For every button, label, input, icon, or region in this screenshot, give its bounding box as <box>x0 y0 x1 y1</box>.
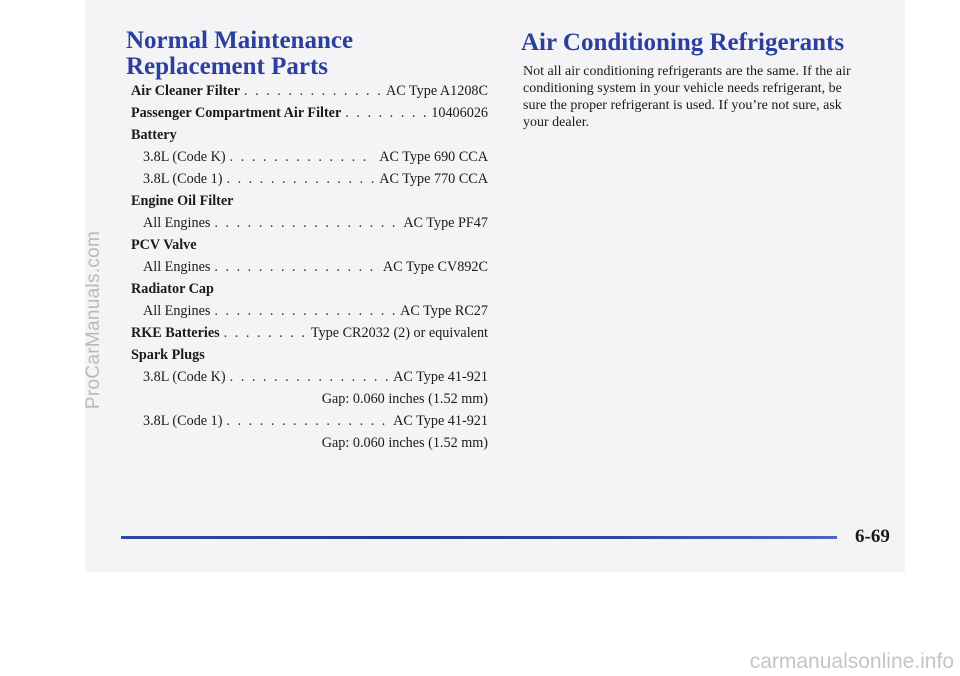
parts-row-plug-code-k <box>131 366 488 388</box>
leader-dots <box>230 366 389 388</box>
parts-heading-battery <box>131 124 488 146</box>
part-heading: PCV Valve <box>131 237 197 253</box>
leader-dots <box>226 168 375 190</box>
part-value: AC Type 41-921 <box>393 369 488 385</box>
title-line-2: Replacement Parts <box>126 53 329 80</box>
parts-row-plug-gap-1 <box>131 432 488 454</box>
leader-dots <box>214 300 396 322</box>
parts-heading-oil-filter <box>131 190 488 212</box>
part-value: AC Type RC27 <box>400 303 488 319</box>
part-label: Air Cleaner Filter <box>131 83 240 99</box>
replacement-parts-title <box>126 28 426 80</box>
part-value: Type CR2032 (2) or equivalent <box>310 325 488 341</box>
part-value: 10406026 <box>431 105 488 121</box>
parts-row-radiator <box>131 300 488 322</box>
parts-row-pcv <box>131 256 488 278</box>
parts-row-oil-filter <box>131 212 488 234</box>
part-label: Passenger Compartment Air Filter <box>131 105 342 121</box>
leader-dots <box>214 256 378 278</box>
part-label: All Engines <box>143 259 211 275</box>
refrigerants-title: Air Conditioning Refrigerants <box>521 29 845 56</box>
part-value: AC Type PF47 <box>403 215 488 231</box>
parts-row-battery-code-k <box>131 146 488 168</box>
part-label: All Engines <box>143 215 211 231</box>
parts-row-air-cleaner <box>131 80 488 102</box>
footer-rule <box>121 536 837 539</box>
leader-dots <box>214 212 399 234</box>
part-label: RKE Batteries <box>131 325 220 341</box>
plug-gap: Gap: 0.060 inches (1.52 mm) <box>321 435 488 451</box>
leader-dots <box>224 322 307 344</box>
part-label: 3.8L (Code 1) <box>143 413 223 429</box>
parts-row-plug-code-1 <box>131 410 488 432</box>
leader-dots <box>230 146 376 168</box>
leader-dots <box>244 80 382 102</box>
part-value: AC Type 690 CCA <box>379 149 488 165</box>
plug-gap: Gap: 0.060 inches (1.52 mm) <box>321 391 488 407</box>
leader-dots <box>345 102 427 124</box>
part-heading: Battery <box>131 127 177 143</box>
parts-row-battery-code-1 <box>131 168 488 190</box>
part-label: 3.8L (Code 1) <box>143 171 223 187</box>
parts-heading-radiator <box>131 278 488 300</box>
part-heading: Spark Plugs <box>131 347 205 363</box>
parts-heading-pcv <box>131 234 488 256</box>
refrigerants-paragraph: Not all air conditioning refrigerants are the same. If the air conditioning system in your vehicle needs refrigerant, be sure the proper refrigerant is used. If you’re not sure, ask your dealer. <box>523 64 851 130</box>
parts-row-rke <box>131 322 488 344</box>
parts-list <box>131 80 488 454</box>
part-value: AC Type CV892C <box>382 259 488 275</box>
parts-row-plug-gap-k <box>131 388 488 410</box>
part-heading: Engine Oil Filter <box>131 193 234 209</box>
part-value: AC Type A1208C <box>385 83 488 99</box>
page-number: 6-69 <box>855 526 890 547</box>
title-line-1: Normal Maintenance <box>126 27 354 54</box>
part-label: All Engines <box>143 303 211 319</box>
parts-row-cabin-filter <box>131 102 488 124</box>
parts-heading-spark-plugs <box>131 344 488 366</box>
part-heading: Radiator Cap <box>131 281 214 297</box>
leader-dots <box>226 410 389 432</box>
part-label: 3.8L (Code K) <box>143 149 226 165</box>
part-value: AC Type 41-921 <box>393 413 488 429</box>
footer-watermark: carmanualsonline.info <box>749 650 954 673</box>
part-label: 3.8L (Code K) <box>143 369 226 385</box>
part-value: AC Type 770 CCA <box>379 171 488 187</box>
side-watermark: ProCarManuals.com <box>83 230 104 410</box>
